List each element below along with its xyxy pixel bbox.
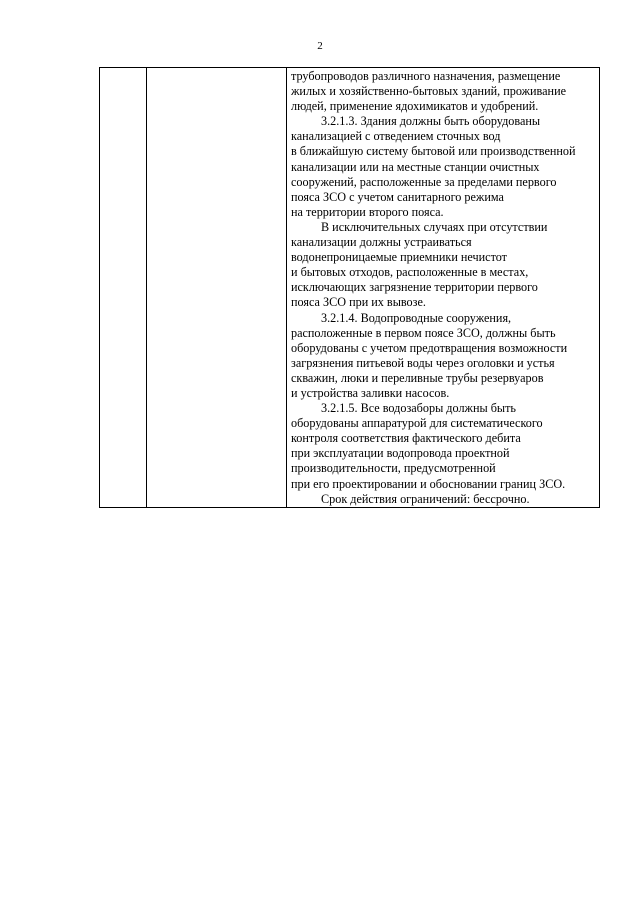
text-line: оборудованы аппаратурой для систематического xyxy=(291,416,543,431)
table-cell-restrictions xyxy=(287,68,600,508)
text-line: скважин, люки и переливные трубы резервуаров xyxy=(291,370,544,385)
text-line: сооружений, расположенные за пределами первого xyxy=(291,174,557,189)
text-line: В исключительных случаях при отсутствии xyxy=(321,219,548,234)
text-line: производительности, предусмотренной xyxy=(291,461,496,476)
text-line: в ближайшую систему бытовой или производственной xyxy=(291,144,576,159)
text-line: канализации или на местные станции очистных xyxy=(291,159,540,174)
text-line: контроля соответствия фактического дебита xyxy=(291,431,521,446)
text-line: канализацией с отведением сточных вод xyxy=(291,129,501,144)
text-line: канализации должны устраиваться xyxy=(291,235,472,250)
text-line: пояса ЗСО с учетом санитарного режима xyxy=(291,189,504,204)
text-line: исключающих загрязнение территории первого xyxy=(291,280,538,295)
text-line: и устройства заливки насосов. xyxy=(291,385,450,400)
table-cell-number xyxy=(100,68,147,508)
document-table xyxy=(99,67,600,508)
text-line: 3.2.1.4. Водопроводные сооружения, xyxy=(321,310,512,325)
table-cell-object xyxy=(147,68,287,508)
text-line: оборудованы с учетом предотвращения возможности xyxy=(291,340,568,355)
text-line: расположенные в первом поясе ЗСО, должны быть xyxy=(291,325,556,340)
text-line: 3.2.1.3. Здания должны быть оборудованы xyxy=(321,114,541,129)
text-line: Срок действия ограничений: бессрочно. xyxy=(321,491,530,506)
text-line: трубопроводов различного назначения, размещение xyxy=(291,69,561,83)
text-line: при эксплуатации водопровода проектной xyxy=(291,446,510,461)
text-line: загрязнения питьевой воды через оголовки и устья xyxy=(291,355,555,370)
table-row xyxy=(100,68,600,508)
text-line: при его проектировании и обосновании границ ЗСО. xyxy=(291,476,566,491)
text-line: пояса ЗСО при их вывозе. xyxy=(291,295,426,310)
text-line: жилых и хозяйственно-бытовых зданий, проживание xyxy=(291,84,567,99)
text-line: 3.2.1.5. Все водозаборы должны быть xyxy=(321,401,516,416)
text-line: и бытовых отходов, расположенные в местах, xyxy=(291,265,529,280)
page-number: 2 xyxy=(317,40,323,52)
text-line: на территории второго пояса. xyxy=(291,204,444,219)
text-line: водонепроницаемые приемники нечистот xyxy=(291,250,507,265)
text-line: людей, применение ядохимикатов и удобрений. xyxy=(291,99,539,114)
